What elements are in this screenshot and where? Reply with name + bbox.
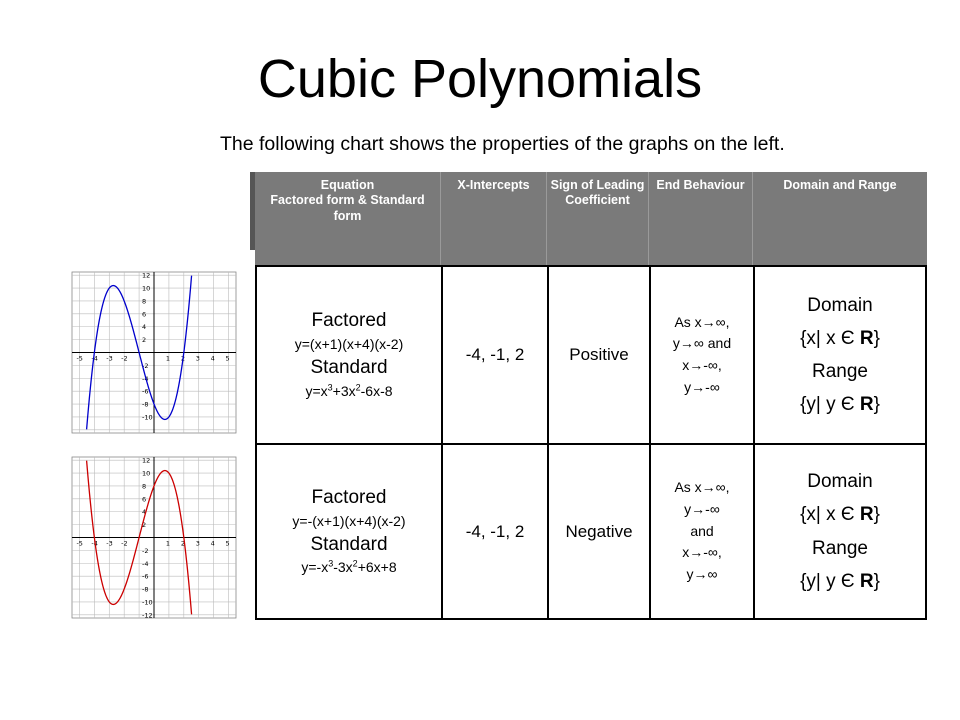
y-tick-label: -12 — [142, 611, 153, 620]
x-tick-label: 3 — [195, 539, 200, 548]
x-tick-label: -4 — [91, 539, 98, 548]
x-tick-label: 5 — [225, 539, 230, 548]
end-behaviour-line: As x→∞, — [674, 313, 730, 330]
factored-label: Factored — [311, 486, 387, 508]
y-tick-label: -6 — [142, 387, 149, 396]
sign-cell: Negative — [549, 445, 651, 618]
table-row — [257, 445, 925, 618]
x-tick-label: 1 — [165, 539, 171, 548]
range-set: {y| y Є R} — [800, 570, 880, 592]
y-tick-label: -4 — [142, 374, 149, 383]
properties-table — [255, 265, 927, 620]
end-behaviour-line: x→-∞, — [682, 544, 722, 561]
x-tick-label: 4 — [210, 354, 215, 363]
end-behaviour-line: y→∞ — [686, 566, 718, 583]
y-tick-label: -4 — [142, 559, 149, 568]
end-behaviour-line: y→∞ and — [672, 335, 732, 352]
domain-set: {x| x Є R} — [800, 504, 880, 526]
end-behaviour-line: As x→∞, — [674, 479, 730, 496]
standard-equation: $y=-x^3-3x^2+6x+8$ — [301, 558, 397, 576]
y-tick-label: 10 — [142, 469, 151, 478]
domain-range-cell — [755, 445, 925, 618]
header-end-behaviour: End Behaviour — [649, 172, 753, 265]
y-tick-label: -10 — [142, 598, 153, 607]
y-tick-label: 2 — [142, 336, 147, 345]
x-tick-label: 3 — [195, 354, 200, 363]
range-set: {y| y Є R} — [800, 394, 880, 416]
header-sign: Sign of Leading Coefficient — [547, 172, 649, 265]
factored-label: Factored — [311, 310, 387, 332]
standard-label: Standard — [310, 357, 388, 378]
equation-cell — [257, 267, 443, 443]
y-tick-label: -8 — [142, 400, 149, 409]
y-tick-label: 10 — [142, 284, 151, 293]
x-tick-label: -2 — [121, 354, 128, 363]
y-tick-label: 4 — [142, 323, 147, 332]
end-behaviour-line: y→-∞ — [684, 378, 720, 395]
x-tick-label: -5 — [76, 539, 83, 548]
sign-cell: Positive — [549, 267, 651, 443]
y-tick-label: -8 — [142, 585, 149, 594]
graph-negative-cubic — [68, 455, 238, 620]
x-tick-label: 1 — [165, 354, 171, 363]
y-tick-label: 12 — [142, 456, 151, 465]
domain-label: Domain — [807, 294, 873, 316]
y-tick-label: 8 — [142, 482, 147, 491]
end-behaviour-line: and — [690, 522, 714, 539]
x-tick-label: 4 — [210, 539, 215, 548]
domain-set: {x| x Є R} — [800, 327, 880, 349]
x-tick-label: 2 — [180, 539, 185, 548]
x-tick-label: -3 — [106, 354, 113, 363]
y-tick-label: 2 — [142, 521, 147, 530]
table-header — [255, 172, 927, 265]
y-tick-label: 12 — [142, 271, 151, 280]
header-domain-range: Domain and Range — [783, 178, 897, 192]
x-tick-label: 2 — [180, 354, 185, 363]
x-tick-label: 5 — [225, 354, 230, 363]
y-tick-label: 4 — [142, 508, 147, 517]
end-behaviour-line: x→-∞, — [682, 357, 722, 373]
factored-equation: y=-(x+1)(x+4)(x-2) — [292, 512, 406, 529]
standard-label: Standard — [310, 533, 388, 555]
x-tick-label: -5 — [76, 354, 83, 363]
slide-subtitle: The following chart shows the properties of the graphs on the left. — [220, 133, 785, 155]
header-x-intercepts: X-Intercepts — [441, 172, 547, 265]
domain-label: Domain — [807, 471, 873, 492]
x-tick-label: -2 — [121, 539, 128, 548]
y-tick-label: -10 — [142, 413, 153, 422]
header-equation — [255, 172, 441, 265]
end-behaviour-cell — [651, 267, 755, 443]
x-tick-label: -4 — [91, 354, 98, 363]
equation-cell — [257, 445, 443, 618]
factored-equation: y=(x+1)(x+4)(x-2) — [294, 336, 404, 352]
slide-title: Cubic Polynomials — [257, 49, 703, 109]
header-equation-sub: Factored form & Standard form — [270, 193, 425, 223]
header-equation-label: Equation — [320, 178, 375, 192]
y-tick-label: -2 — [142, 361, 149, 370]
y-tick-label: -6 — [142, 572, 149, 581]
y-tick-label: -2 — [142, 546, 149, 555]
table-row — [257, 267, 925, 445]
end-behaviour-cell — [651, 445, 755, 618]
domain-range-cell — [755, 267, 925, 443]
y-tick-label: 8 — [142, 297, 147, 306]
end-behaviour-line: y→-∞ — [684, 500, 720, 517]
range-label: Range — [812, 537, 868, 559]
graph-positive-cubic — [68, 270, 238, 435]
x-intercepts-cell: -4, -1, 2 — [443, 267, 549, 443]
standard-equation: $y=x^3+3x^2-6x-8$ — [305, 381, 393, 399]
range-label: Range — [812, 361, 868, 382]
y-tick-label: 6 — [142, 310, 147, 319]
y-tick-label: 6 — [142, 495, 147, 504]
x-tick-label: -3 — [106, 539, 113, 548]
x-intercepts-cell: -4, -1, 2 — [443, 445, 549, 618]
